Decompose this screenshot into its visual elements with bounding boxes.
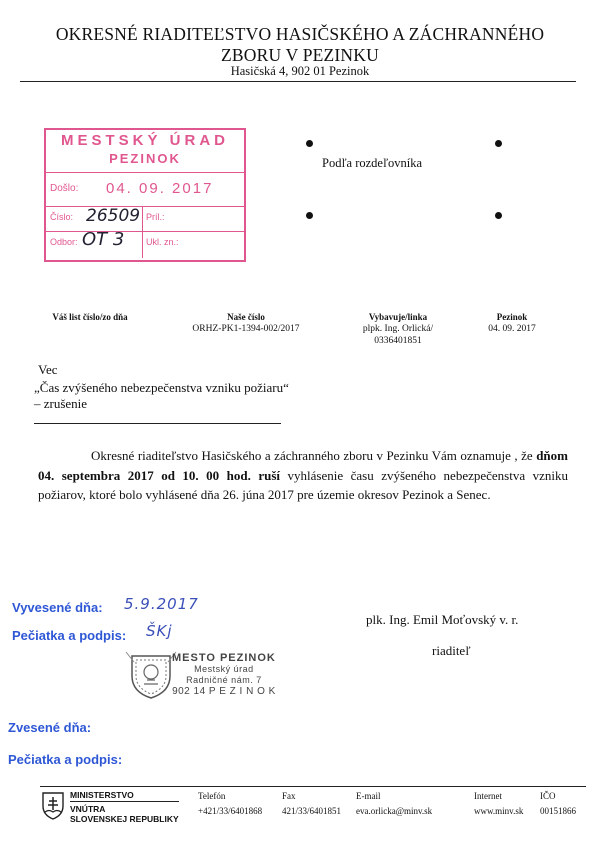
ico-label: IČO [540,791,556,801]
email-label: E-mail [356,791,381,801]
number-label: Číslo: [50,212,74,222]
ico-value: 00151866 [540,806,576,816]
removed-label: Zvesené dňa: [8,720,92,735]
window-corner-mark [306,140,313,147]
ministry-logo-text [70,790,179,824]
stamp-town: PEZINOK [109,151,181,166]
authority-name-line2: ZBORU V PEZINKU [221,45,379,65]
window-corner-mark [495,140,502,147]
fax-label: Fax [282,791,296,801]
window-corner-mark [495,212,502,219]
your-letter-label: Váš list číslo/zo dňa [52,312,128,322]
number-handwritten: 26509 [86,206,141,226]
stamp-sign-label: Pečiatka a podpis: [12,628,127,643]
place-label: Pezinok [496,312,528,322]
ministry-line2: VNÚTRA [70,804,106,814]
handled-by: plpk. Ing. Orlická/ [362,324,434,334]
web-label: Internet [474,791,502,801]
body-part2: vyhlásenie času zvýšeného nebezpečenstva vzniku požiarov, ktoré bolo vyhlásené dňa 26. júna 2017 pre územie okresov Pezinok a Senec. [38,467,568,502]
footer-rule [40,786,586,787]
posted-signature: ŠKj [146,622,173,640]
subject-label: Vec [38,362,58,377]
city-stamp-line2: Mestský úrad [194,664,254,674]
city-stamp [172,652,276,697]
city-stamp-line1: MESTO PEZINOK [172,652,276,664]
handled-by-phone: 0336401851 [374,336,422,346]
department-label: Odbor: [50,237,78,247]
received-label: Došlo: [50,183,79,194]
stamp-sign-label-2: Pečiatka a podpis: [8,752,123,767]
signatory-role: riaditeľ [432,643,471,658]
ministry-line1: MINISTERSTVO [70,790,179,802]
phone-value: +421/33/6401868 [198,806,263,816]
posted-date-handwritten: 5.9.2017 [124,595,199,613]
header-rule [20,81,576,82]
window-corner-mark [306,212,313,219]
body-part1: Okresné riaditeľstvo Hasičského a záchranného zboru v Pezinku Vám oznamuje , že [91,448,537,463]
filing-label: Ukl. zn.: [146,237,179,247]
city-stamp-line3: Radničné nám. 7 [186,675,262,685]
posted-label: Vyvesené dňa: [12,600,103,615]
attachments-label: Príl.: [146,212,165,222]
stamp-office: MESTSKÝ ÚRAD [60,132,229,149]
email-value: eva.orlicka@minv.sk [356,806,433,816]
authority-name-line1: OKRESNÉ RIADITEĽSTVO HASIČSKÉHO A ZÁCHRANNÉHO [55,24,545,44]
our-number-label: Naše číslo [227,312,265,322]
ministry-line3: SLOVENSKEJ REPUBLIKY [70,814,179,824]
fax-value: 421/33/6401851 [282,806,342,816]
phone-label: Telefón [198,791,226,801]
body-paragraph [38,446,568,505]
web-value: www.minv.sk [474,806,524,816]
handled-by-label: Vybavuje/linka [368,312,428,322]
recipient: Podľa rozdeľovníka [322,156,423,170]
subject-rule [34,423,281,424]
body-bold: dňom 04. septembra 2017 od 10. 00 hod. ruší [38,448,568,483]
department-handwritten: OT 3 [82,229,125,250]
our-number: ORHZ-PK1-1394-002/2017 [192,324,300,334]
received-date: 04. 09. 2017 [106,180,214,197]
letter-date: 04. 09. 2017 [488,324,536,334]
registry-stamp [44,128,246,262]
subject-line1: „Čas zvýšeného nebezpečenstva vzniku požiaru“ [34,380,289,395]
authority-address: Hasičská 4, 902 01 Pezinok [230,64,370,78]
signatory-name: plk. Ing. Emil Moťovský v. r. [366,612,519,627]
subject-line2: – zrušenie [34,396,88,411]
coat-of-arms-icon [40,790,66,820]
city-stamp-line4: 902 14 P E Z I N O K [172,686,276,697]
